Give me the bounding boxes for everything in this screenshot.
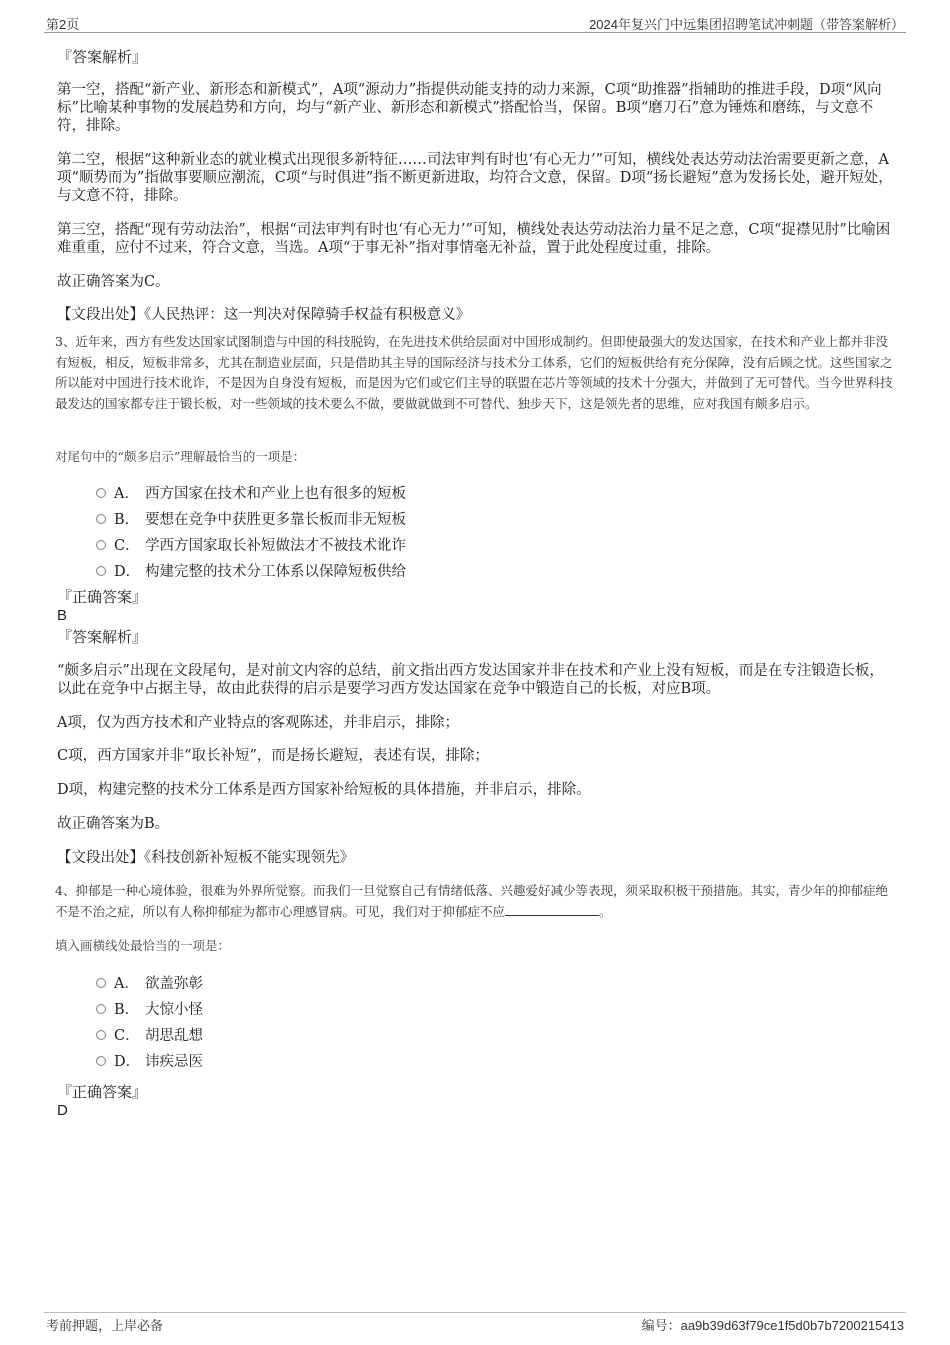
question-3-prompt: 对尾句中的“颇多启示”理解最恰当的一项是： (55, 449, 306, 464)
question-4-prompt: 填入画横线处最恰当的一项是： (55, 938, 231, 953)
page-number: 第2页 (46, 17, 80, 32)
analysis-label: 『答案解析』 (57, 628, 148, 646)
conclusion: 故正确答案为C。 (57, 274, 170, 290)
radio-button-icon[interactable] (96, 514, 106, 524)
q3-option-a[interactable]: A． 西方国家在技术和产业上也有很多的短板 (96, 482, 406, 502)
correct-answer-label: 『正确答案』 (57, 588, 148, 606)
q4-option-d[interactable]: D． 讳疾忌医 (96, 1050, 203, 1070)
source-citation: 【文段出处】《科技创新补短板不能实现领先》 (57, 850, 355, 866)
analysis-option-a: A项，仅为西方技术和产业特点的客观陈述，并非启示，排除； (57, 715, 459, 731)
radio-button-icon[interactable] (96, 566, 106, 576)
page-header (44, 12, 906, 33)
analysis-paragraph-1: “颇多启示”出现在文段尾句，是对前文内容的总结，前文指出西方发达国家并非在技术和产业上没有短板，而是在专注锻造长板，以此在竞争中占据主导，故由此获得的启示是要学习西方发达国家在竞争中锻造自己的长板，对应B项。 (57, 663, 884, 697)
correct-answer-label: 『正确答案』 (57, 1083, 148, 1101)
analysis-paragraph-1: 第一空，搭配“新产业、新形态和新模式”，A项“源动力”指提供动能支持的动力来源，C项“助推器”指辅助的推进手段，D项“风向标”比喻某种事物的发展趋势和方向，均与“新产业、新形态和新模式”搭配恰当，保留。B项“磨刀石”意为锤炼和磨练，与文意不符，排除。 (57, 82, 882, 134)
radio-button-icon[interactable] (96, 488, 106, 498)
q4-option-a[interactable]: A． 欲盖弥彰 (96, 972, 203, 992)
correct-answer-value: B (57, 607, 68, 624)
q4-option-b[interactable]: B． 大惊小怪 (96, 998, 203, 1018)
q3-option-c[interactable]: C． 学西方国家取长补短做法才不被技术讹诈 (96, 534, 406, 554)
q3-option-b[interactable]: B． 要想在竞争中获胜更多靠长板而非无短板 (96, 508, 406, 528)
correct-answer-value: D (57, 1102, 68, 1119)
analysis-paragraph-3: 第三空，搭配“现有劳动法治”，根据“司法审判有时也‘有心无力’”可知，横线处表达劳动法治力量不足之意，C项“捉襟见肘”比喻困难重重，应付不过来，符合文意，当选。A项“于事无补”指对事情毫无补益，置于此处程度过重，排除。 (57, 222, 891, 256)
analysis-paragraph-2: 第二空，根据“这种新业态的就业模式出现很多新特征……司法审判有时也‘有心无力’”可知，横线处表达劳动法治需要更新之意，A项“顺势而为”指做事要顺应潮流，C项“与时俱进”指不断更新进取，均符合文意，保留。D项“扬长避短”意为发扬长处，避开短处，与文意不符，排除。 (57, 152, 893, 204)
question-3-text: 3、近年来，西方有些发达国家试图制造与中国的科技脱钩，在先进技术供给层面对中国形成制约。但即使最强大的发达国家，在技术和产业上都并非没有短板，相反，短板非常多，尤其在制造业层面，只是借助其主导的国际经济与技术分工体系，它们的短板供给有充分保障，没有后顾之忧。这些国家之所以能对中国进行技术讹诈，不是因为自身没有短板，而是因为它们或它们主导的联盟在芯片等领域的技术十分强大，并做到了无可替代。当今世界科技最发达的国家都专注于锻长板，对一些领域的技术要么不做，要做就做到不可替代、独步天下，这是领先者的思维，应对我国有颇多启示。 (55, 334, 893, 411)
radio-button-icon[interactable] (96, 1004, 106, 1014)
question-4-text: 4、抑郁是一种心境体验，很难为外界所觉察。而我们一旦觉察自己有情绪低落、兴趣爱好减少等表现，须采取积极干预措施。其实，青少年的抑郁症绝不是不治之症，所以有人称抑郁症为都市心理感冒病。可见，我们对于抑郁症不应 。 (55, 883, 888, 919)
page-footer (44, 1312, 906, 1333)
analysis-option-d: D项，构建完整的技术分工体系是西方国家补给短板的具体措施，并非启示，排除。 (57, 782, 591, 798)
conclusion: 故正确答案为B。 (57, 816, 170, 832)
document-code: 编号：aa9b39d63f79ce1f5d0b7b7200215413 (641, 1318, 904, 1333)
source-citation: 【文段出处】《人民热评：这一判决对保障骑手权益有积极意义》 (57, 307, 471, 323)
q4-option-c[interactable]: C． 胡思乱想 (96, 1024, 203, 1044)
radio-button-icon[interactable] (96, 1056, 106, 1066)
footer-slogan: 考前押题，上岸必备 (46, 1318, 164, 1333)
document-title: 2024年复兴门中远集团招聘笔试冲刺题（带答案解析） (589, 17, 904, 32)
analysis-option-c: C项，西方国家并非“取长补短”，而是扬长避短，表述有误，排除； (57, 748, 489, 764)
analysis-label: 『答案解析』 (57, 48, 148, 66)
fill-blank (505, 902, 599, 916)
q3-option-d[interactable]: D． 构建完整的技术分工体系以保障短板供给 (96, 560, 406, 580)
radio-button-icon[interactable] (96, 1030, 106, 1040)
radio-button-icon[interactable] (96, 540, 106, 550)
radio-button-icon[interactable] (96, 978, 106, 988)
